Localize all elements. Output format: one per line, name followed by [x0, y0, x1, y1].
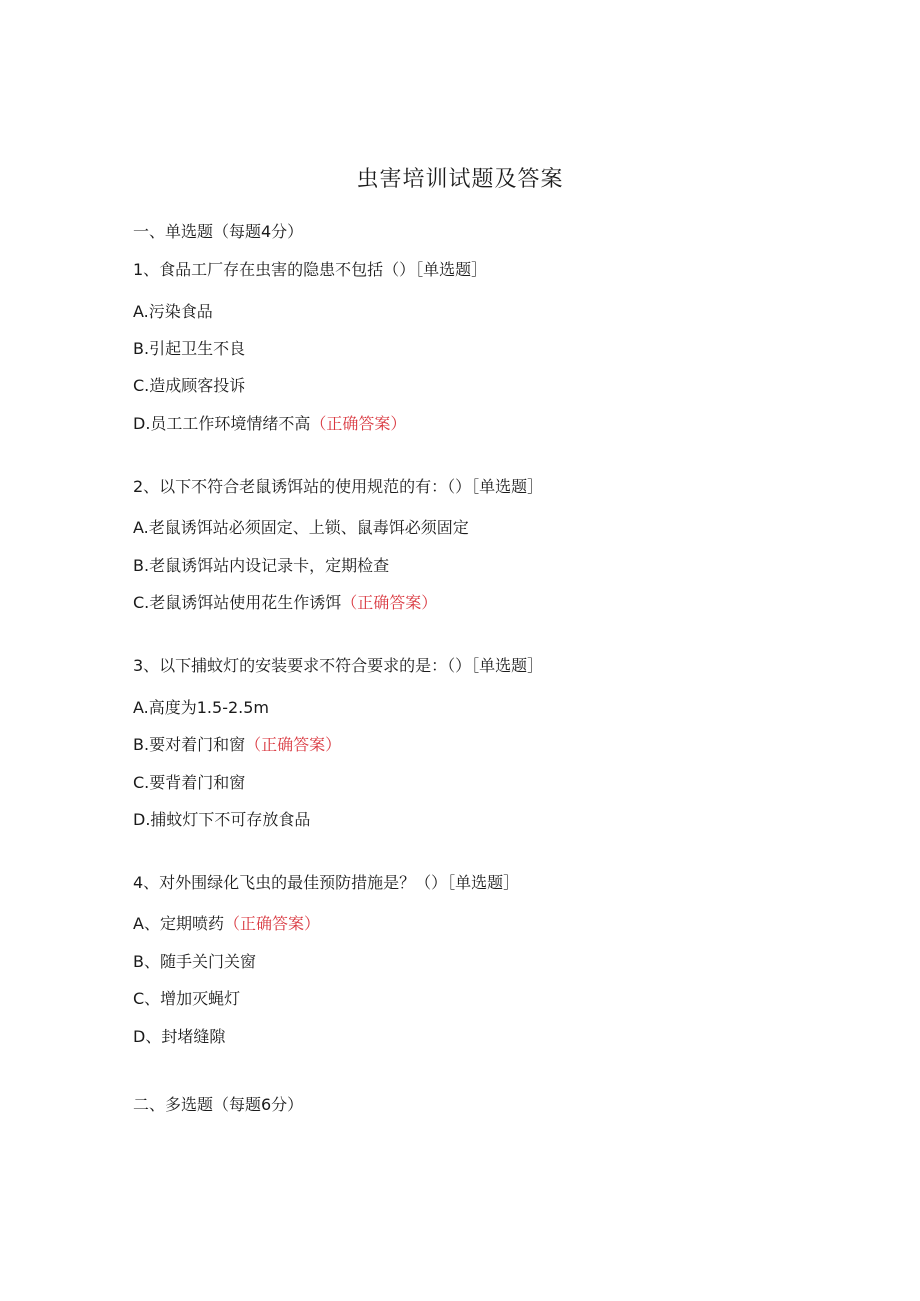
option-text: D、封堵缝隙 [133, 1027, 226, 1046]
question-2-stem: 2、以下不符合老鼠诱饵站的使用规范的有：（）［单选题］ [133, 477, 544, 496]
option-text: B.要对着门和窗 [133, 735, 246, 754]
option-text: B.老鼠诱饵站内设记录卡，定期检查 [133, 556, 390, 575]
question-2-option-a [133, 516, 469, 540]
question-3-option-b [133, 733, 341, 757]
question-1-stem: 1、食品工厂存在虫害的隐患不包括（）［单选题］ [133, 260, 488, 279]
question-1-option-d [133, 412, 406, 436]
question-2-option-b [133, 554, 389, 578]
page-title: 虫害培训试题及答案 [356, 167, 564, 192]
option-text: B.引起卫生不良 [133, 339, 246, 358]
option-text: A.高度为1.5-2.5m [133, 698, 270, 717]
section-header-single-choice: 一、单选题（每题4分） [133, 222, 304, 241]
option-text: D.员工工作环境情绪不高 [133, 414, 311, 433]
option-text: C.老鼠诱饵站使用花生作诱饵 [133, 593, 342, 612]
question-1-option-c [133, 374, 245, 398]
question-3-option-a [133, 696, 269, 720]
option-text: B、随手关门关窗 [133, 952, 256, 971]
option-text: A.污染食品 [133, 302, 213, 321]
question-4-option-b [133, 950, 256, 974]
question-4-option-a [133, 912, 320, 936]
option-text: D.捕蚊灯下不可存放食品 [133, 810, 311, 829]
option-text: C.造成顾客投诉 [133, 376, 246, 395]
question-4-option-d [133, 1025, 225, 1049]
question-3-stem: 3、以下捕蚊灯的安装要求不符合要求的是：（）［单选题］ [133, 656, 544, 675]
question-4-stem: 4、对外围绿化飞虫的最佳预防措施是？（）［单选题］ [133, 873, 520, 892]
correct-answer-mark: （正确答案） [223, 914, 320, 933]
option-text: A.老鼠诱饵站必须固定、上锁、鼠毒饵必须固定 [133, 518, 469, 537]
correct-answer-mark: （正确答案） [245, 735, 342, 754]
question-4-option-c [133, 987, 240, 1011]
option-text: C.要背着门和窗 [133, 773, 246, 792]
option-text: C、增加灭蝇灯 [133, 989, 241, 1008]
question-1-option-b [133, 337, 245, 361]
question-3-option-d [133, 808, 310, 832]
section-header-multiple-choice: 二、多选题（每题6分） [133, 1095, 304, 1114]
correct-answer-mark: （正确答案） [310, 414, 407, 433]
question-2-option-c [133, 591, 437, 615]
correct-answer-mark: （正确答案） [341, 593, 438, 612]
question-3-option-c [133, 771, 245, 795]
question-1-option-a [133, 300, 213, 324]
option-text: A、定期喷药 [133, 914, 224, 933]
